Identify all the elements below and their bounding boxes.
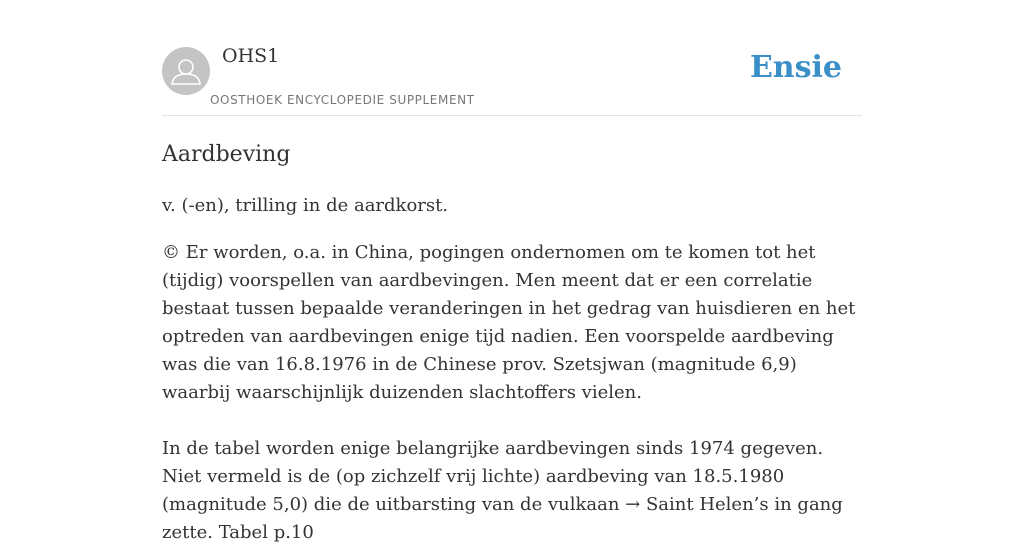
author-avatar[interactable] [162,47,210,95]
article-header [162,0,862,116]
article-title: Aardbeving [162,142,291,167]
article-paragraph: In de tabel worden enige belangrijke aardbevingen sinds 1974 gegeven. Niet vermeld is de (op zichzelf vrij lichte) aardbeving van 18.5.1980 (magnitude 5,0) die de uitbarsting van de vulkaan → Saint Helen’s in gang zette. Tabel p.10 [162,438,843,543]
article-paragraph: © Er worden, o.a. in China, pogingen ondernomen om te komen tot het (tijdig) voorspellen van aardbevingen. Men meent dat er een correlatie bestaat tussen bepaalde veranderingen in het gedrag van huisdieren en het optreden van aardbevingen enige tijd nadien. Een voorspelde aardbeving was die van 16.8.1976 in de Chinese prov. Szetsjwan (magnitude 6,9) waarbij waarschijnlijk duizenden slachtoffers vielen. [162,242,856,403]
brand-logo[interactable]: Ensie [749,50,842,85]
article-container [162,0,862,547]
source-label[interactable]: OOSTHOEK ENCYCLOPEDIE SUPPLEMENT [210,93,475,107]
author-name[interactable]: OHS1 [222,45,280,67]
article-definition: v. (-en), trilling in de aardkorst. [162,195,449,216]
user-icon [162,47,210,95]
